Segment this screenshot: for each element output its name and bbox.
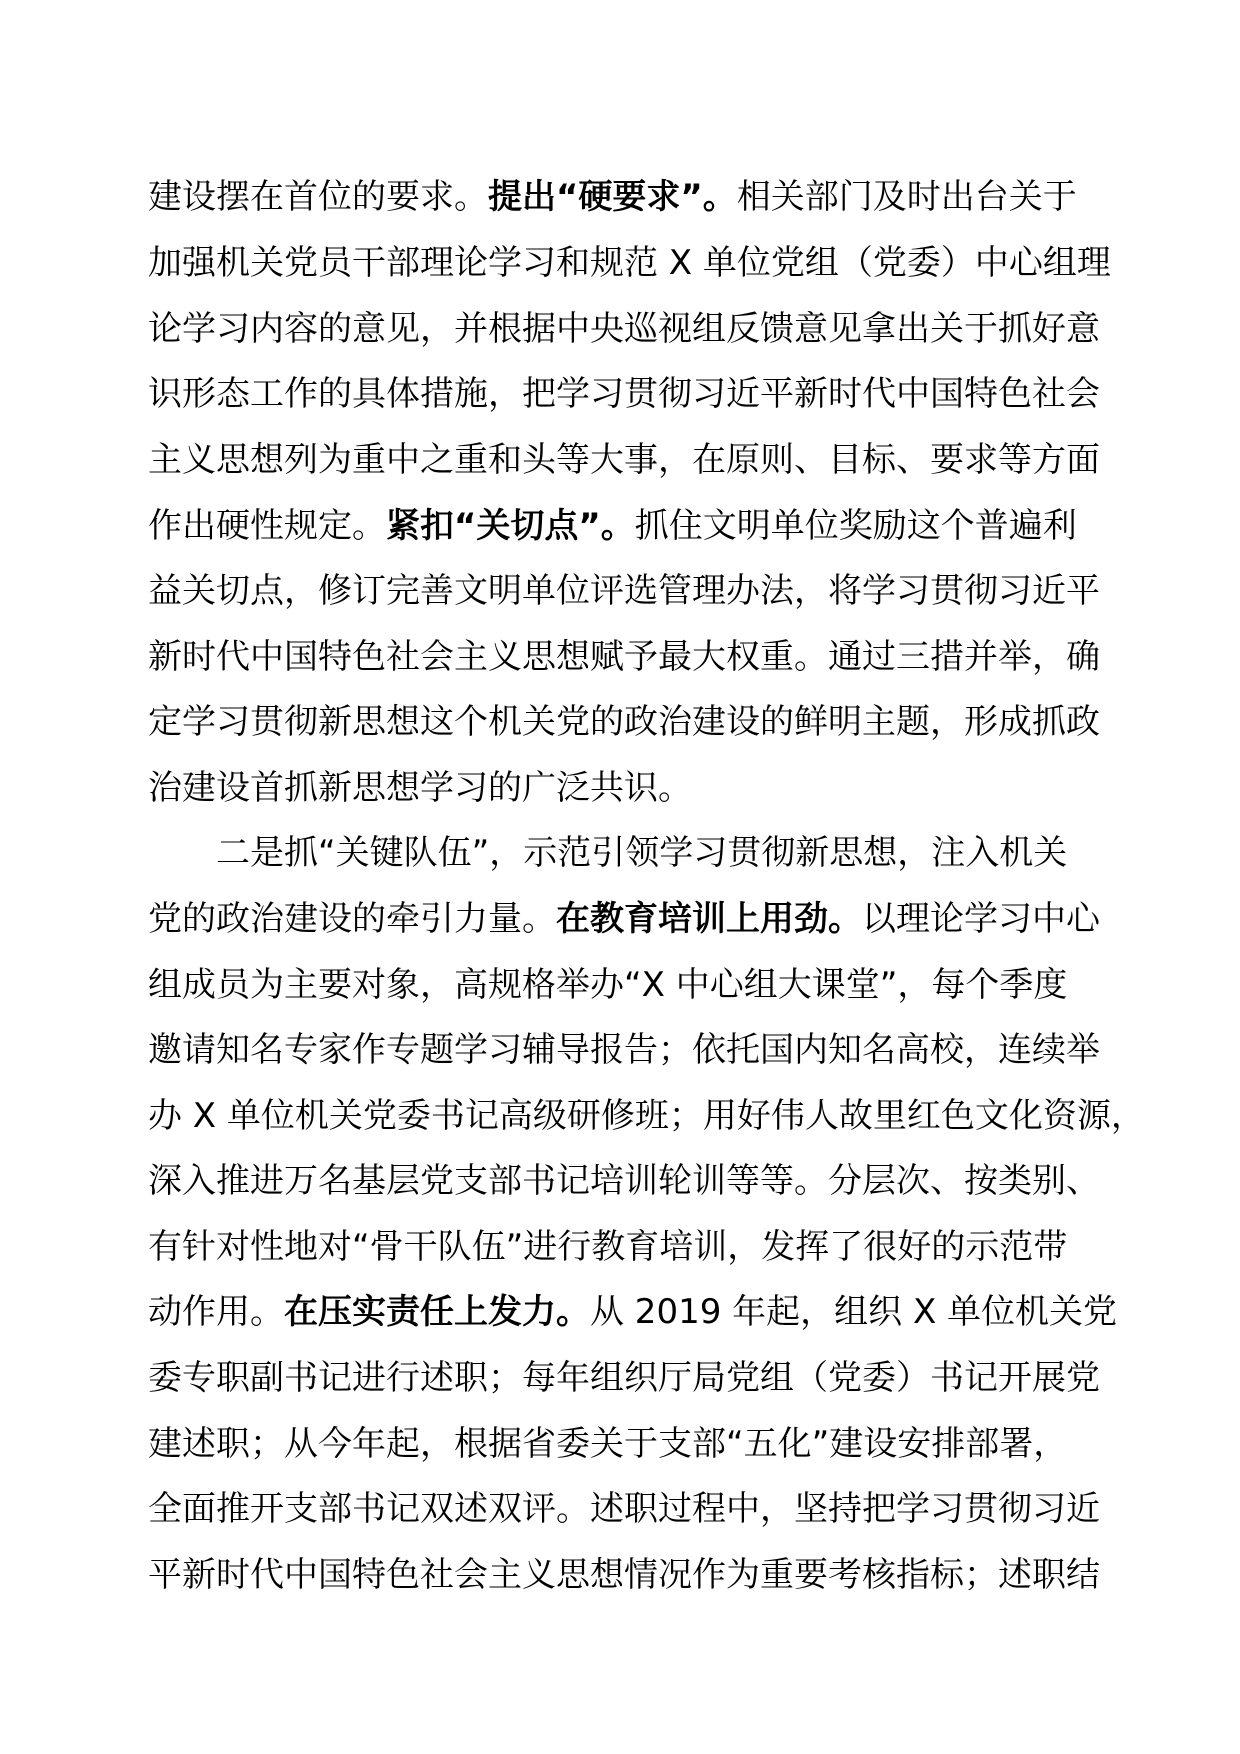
text-line bbox=[148, 953, 1067, 1017]
text-line bbox=[148, 625, 1100, 689]
text-segment: 识形态工作的具体措施，把学习贯彻习近平新时代中国特色社会 bbox=[148, 374, 1100, 414]
text-line bbox=[148, 756, 692, 820]
text-line bbox=[148, 1543, 1100, 1607]
text-segment: 相关部门及时出台关于 bbox=[736, 177, 1077, 217]
text-line bbox=[148, 362, 1100, 426]
text-segment: 论学习内容的意见，并根据中央巡视组反馈意见拿出关于抓好意 bbox=[148, 309, 1100, 349]
text-segment: 抓住文明单位奖励这个普遍利 bbox=[634, 506, 1077, 546]
text-segment: 作出硬性规定。 bbox=[148, 506, 386, 546]
text-segment: 平新时代中国特色社会主义思想情况作为重要考核指标；述职结 bbox=[148, 1555, 1100, 1595]
text-segment: 治建设首抓新思想学习的广泛共识。 bbox=[148, 768, 692, 808]
text-segment: 以理论学习中心 bbox=[862, 899, 1100, 939]
bold-heading: 紧扣“关切点”。 bbox=[386, 506, 635, 546]
text-segment: 从 2019 年起，组织 X 单位机关党 bbox=[590, 1292, 1118, 1332]
text-segment: 委专职副书记进行述职；每年组织厅局党组（党委）书记开展党 bbox=[148, 1358, 1100, 1398]
text-segment: 新时代中国特色社会主义思想赋予最大权重。通过三措并举，确 bbox=[148, 637, 1100, 677]
text-line bbox=[148, 1477, 1100, 1541]
text-line bbox=[148, 559, 1100, 623]
text-segment: 全面推开支部书记双述双评。述职过程中，坚持把学习贯彻习近 bbox=[148, 1489, 1100, 1529]
text-segment: 定学习贯彻新思想这个机关党的政治建设的鲜明主题，形成抓政 bbox=[148, 702, 1100, 742]
text-segment: 深入推进万名基层党支部书记培训轮训等等。分层次、按类别、 bbox=[148, 1161, 1100, 1201]
text-segment: 组成员为主要对象，高规格举办“X 中心组大课堂”，每个季度 bbox=[148, 965, 1068, 1005]
text-segment: 有针对性地对“骨干队伍”进行教育培训，发挥了很好的示范带 bbox=[148, 1227, 1068, 1267]
text-line bbox=[148, 1084, 1145, 1148]
text-line bbox=[148, 165, 1077, 229]
text-segment: 建述职；从今年起，根据省委关于支部“五化”建设安排部署， bbox=[148, 1424, 1068, 1464]
text-line bbox=[148, 1346, 1100, 1410]
paragraph-start-line bbox=[216, 821, 1067, 885]
text-segment: 主义思想列为重中之重和头等大事，在原则、目标、要求等方面 bbox=[148, 440, 1100, 480]
bold-heading: 在压实责任上发力。 bbox=[284, 1292, 590, 1332]
text-line bbox=[148, 428, 1100, 492]
text-line bbox=[148, 231, 1111, 295]
text-segment: 二是抓“关键队伍”，示范引领学习贯彻新思想，注入机关 bbox=[216, 833, 1068, 873]
text-line bbox=[148, 1149, 1100, 1213]
text-line bbox=[148, 1018, 1100, 1082]
bold-heading: 提出“硬要求”。 bbox=[488, 177, 737, 217]
text-line bbox=[148, 297, 1100, 361]
text-line bbox=[148, 1215, 1067, 1279]
text-line bbox=[148, 494, 1077, 558]
text-line bbox=[148, 1280, 1117, 1344]
text-line bbox=[148, 887, 1100, 951]
text-segment: 办 X 单位机关党委书记高级研修班；用好伟人故里红色文化资源， bbox=[148, 1096, 1145, 1136]
text-segment: 益关切点，修订完善文明单位评选管理办法，将学习贯彻习近平 bbox=[148, 571, 1100, 611]
text-segment: 动作用。 bbox=[148, 1292, 284, 1332]
text-line bbox=[148, 690, 1100, 754]
text-segment: 党的政治建设的牵引力量。 bbox=[148, 899, 556, 939]
text-segment: 加强机关党员干部理论学习和规范 X 单位党组（党委）中心组理 bbox=[148, 243, 1111, 283]
text-line bbox=[148, 1412, 1067, 1476]
bold-heading: 在教育培训上用劲。 bbox=[556, 899, 862, 939]
text-segment: 邀请知名专家作专题学习辅导报告；依托国内知名高校，连续举 bbox=[148, 1030, 1100, 1070]
text-segment: 建设摆在首位的要求。 bbox=[148, 177, 488, 217]
